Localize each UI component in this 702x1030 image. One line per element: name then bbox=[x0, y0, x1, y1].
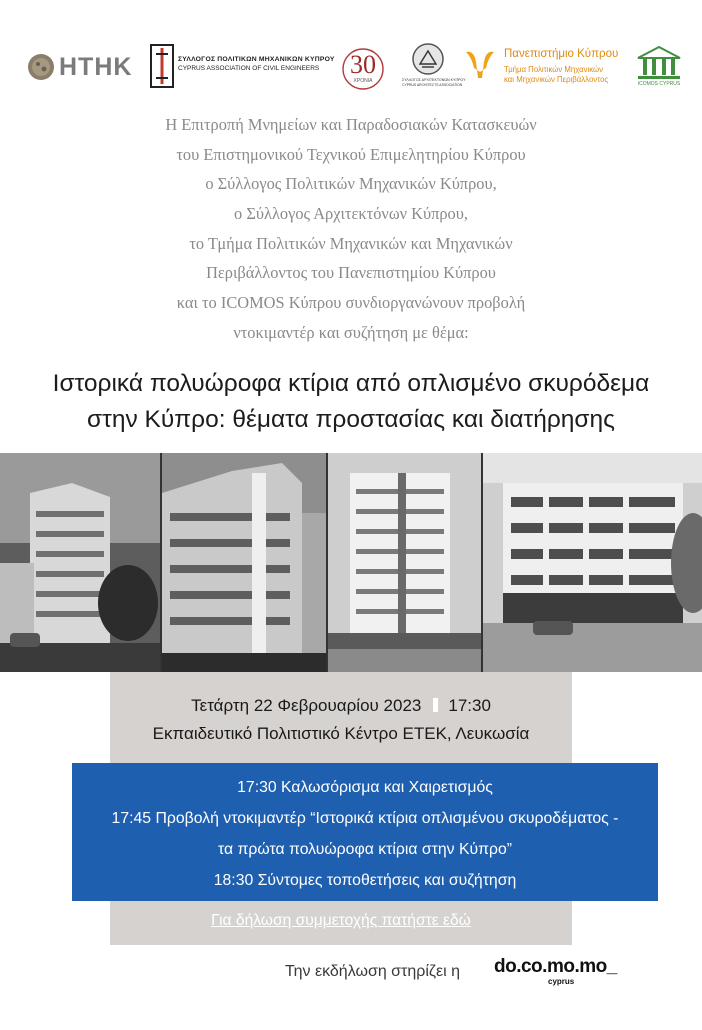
organizers-intro bbox=[0, 110, 702, 348]
docomomo-logo bbox=[494, 955, 624, 995]
etek-logo bbox=[26, 50, 144, 84]
university-emblem-icon bbox=[464, 48, 496, 82]
intro-line: του Επιστημονικού Τεχνικού Επιμελητηρίου Κύπρου bbox=[176, 144, 526, 164]
event-title-line2: στην Κύπρο: θέματα προστασίας και διατήρησης bbox=[87, 406, 615, 433]
building-photo bbox=[328, 453, 481, 672]
intro-line: ο Σύλλογος Αρχιτεκτόνων Κύπρου, bbox=[234, 204, 468, 224]
event-title-line1: Ιστορικά πολυώροφα κτίρια από οπλισμένο σκυρόδεμα bbox=[52, 370, 650, 397]
university-dept-line2: και Μηχανικών Περιβάλλοντος bbox=[504, 75, 609, 84]
anniversary-number: 30 bbox=[350, 50, 376, 79]
architects-name-en: CYPRUS ARCHITECTS ASSOCIATION bbox=[402, 83, 463, 87]
architects-name-gr: ΣΥΛΛΟΓΟΣ ΑΡΧΙΤΕΚΤΟΝΩΝ ΚΥΠΡΟΥ bbox=[402, 78, 466, 82]
building-photo-strip bbox=[0, 453, 702, 672]
university-dept-line1: Τμήμα Πολιτικών Μηχανικών bbox=[504, 65, 604, 74]
building-photo bbox=[0, 453, 160, 672]
civil-engineers-name-en: CYPRUS ASSOCIATION OF CIVIL ENGINEERS bbox=[178, 65, 320, 72]
program-item: τα πρώτα πολυώροφα κτίρια στην Κύπρο” bbox=[217, 841, 513, 858]
architects-logo bbox=[402, 42, 466, 94]
etek-logo-text: ΗΤΗΚ bbox=[59, 53, 133, 81]
intro-line: και το ICOMOS Κύπρου συνδιοργανώνουν προβολή bbox=[176, 293, 526, 313]
event-date: Τετάρτη 22 Φεβρουαρίου 2023 bbox=[191, 696, 422, 715]
docomomo-wordmark: do.co.mo.mo_ bbox=[494, 956, 617, 977]
program-list bbox=[72, 772, 658, 896]
event-datetime bbox=[110, 692, 572, 720]
intro-line: Περιβάλλοντος του Πανεπιστημίου Κύπρου bbox=[206, 263, 496, 283]
event-when-where bbox=[110, 692, 572, 748]
building-photo bbox=[162, 453, 326, 672]
registration-link[interactable]: Για δήλωση συμμετοχής πατήστε εδώ bbox=[211, 912, 471, 929]
logo-row bbox=[0, 40, 702, 100]
event-title bbox=[0, 366, 702, 438]
event-venue: Εκπαιδευτικό Πολιτιστικό Κέντρο ΕΤΕΚ, Λευκωσία bbox=[152, 724, 530, 743]
program-item: 17:30 Καλωσόρισμα και Χαιρετισμός bbox=[237, 779, 493, 796]
date-time-separator bbox=[433, 698, 438, 712]
civil-engineers-logo bbox=[150, 44, 335, 90]
event-time: 17:30 bbox=[448, 696, 491, 715]
civil-engineers-name-gr: ΣΥΛΛΟΓΟΣ ΠΟΛΙΤΙΚΩΝ ΜΗΧΑΝΙΚΩΝ ΚΥΠΡΟΥ bbox=[178, 56, 335, 63]
architects-emblem-icon bbox=[411, 42, 445, 76]
anniversary-logo bbox=[340, 46, 386, 92]
icomos-temple-icon bbox=[634, 44, 684, 80]
sponsor-text: Την εκδήλωση στηρίζει η bbox=[285, 963, 460, 980]
civil-engineers-emblem-icon bbox=[150, 44, 174, 88]
intro-line: Η Επιτροπή Μνημείων και Παραδοσιακών Κατασκευών bbox=[165, 115, 537, 134]
icomos-label: ICOMOS CYPRUS bbox=[637, 81, 681, 87]
program-item: 18:30 Σύντομες τοποθετήσεις και συζήτηση bbox=[213, 872, 517, 889]
anniversary-label: ΧΡΟΝΙΑ bbox=[353, 78, 373, 84]
university-cyprus-logo bbox=[464, 46, 626, 94]
intro-line: το Τμήμα Πολιτικών Μηχανικών και Μηχανικών bbox=[189, 233, 513, 253]
docomomo-sub: cyprus bbox=[548, 977, 575, 986]
building-photo bbox=[483, 453, 702, 672]
intro-line: ο Σύλλογος Πολιτικών Μηχανικών Κύπρου, bbox=[205, 174, 497, 194]
program-item: 17:45 Προβολή ντοκιμαντέρ “Ιστορικά κτίρια οπλισμένου σκυροδέματος - bbox=[111, 810, 619, 827]
university-name: Πανεπιστήμιο Κύπρου bbox=[504, 48, 619, 60]
intro-line: ντοκιμαντέρ και συζήτηση με θέμα: bbox=[233, 322, 469, 342]
icomos-logo bbox=[634, 44, 684, 90]
